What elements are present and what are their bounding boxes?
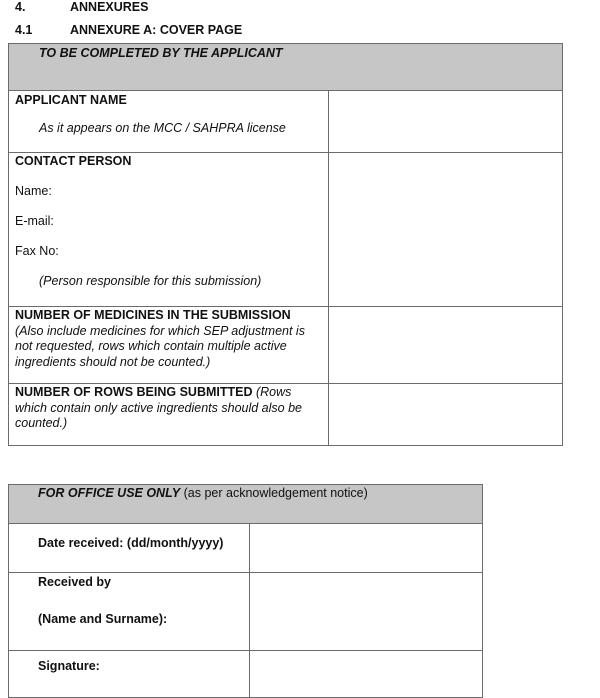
applicant-header-text: TO BE COMPLETED BY THE APPLICANT — [39, 46, 283, 60]
medicines-count-field[interactable] — [329, 307, 563, 384]
received-by-label: Received by — [38, 575, 111, 589]
signature-label-cell — [9, 651, 250, 698]
applicant-table — [8, 43, 563, 446]
rows-note-line: which contain only active ingredients should also be — [15, 400, 302, 415]
office-table-header — [9, 485, 483, 524]
applicant-table-header — [9, 44, 563, 91]
signature-label: Signature: — [38, 659, 100, 673]
office-use-table — [8, 484, 483, 698]
date-received-label: Date received: (dd/month/yyyy) — [38, 536, 224, 550]
rows-note-first: (Rows — [252, 385, 292, 399]
signature-field[interactable] — [250, 651, 483, 698]
section-title: ANNEXURES — [70, 0, 149, 14]
contact-person-note: (Person responsible for this submission) — [39, 274, 262, 288]
subsection-title: ANNEXURE A: COVER PAGE — [70, 23, 243, 37]
subsection-number: 4.1 — [15, 23, 33, 37]
rows-label: NUMBER OF ROWS BEING SUBMITTED — [15, 385, 253, 399]
applicant-name-field[interactable] — [329, 91, 563, 153]
contact-fax-label: Fax No: — [15, 244, 59, 258]
rows-count-field[interactable] — [329, 384, 563, 446]
rows-label-cell — [9, 384, 329, 446]
applicant-name-label: APPLICANT NAME — [15, 93, 127, 107]
rows-note-line: counted.) — [15, 416, 68, 430]
contact-person-label: CONTACT PERSON — [15, 154, 132, 168]
medicines-note-line: not requested, rows which contain multiple active — [15, 339, 287, 353]
applicant-name-note: As it appears on the MCC / SAHPRA license — [39, 121, 286, 135]
office-header-rest: (as per acknowledgement notice) — [180, 486, 368, 500]
date-received-label-cell — [9, 524, 250, 573]
medicines-label: NUMBER OF MEDICINES IN THE SUBMISSION — [15, 308, 291, 322]
medicines-label-cell — [9, 307, 329, 384]
received-by-label-cell — [9, 573, 250, 651]
contact-person-label-cell — [9, 153, 329, 307]
received-by-field[interactable] — [250, 573, 483, 651]
date-received-field[interactable] — [250, 524, 483, 573]
applicant-name-label-cell — [9, 91, 329, 153]
medicines-note-line: ingredients should not be counted.) — [15, 354, 211, 369]
medicines-note-line: (Also include medicines for which SEP adjustment is — [15, 323, 305, 338]
office-header-bold: FOR OFFICE USE ONLY — [38, 486, 181, 500]
section-number: 4. — [15, 0, 26, 14]
contact-name-label: Name: — [15, 184, 52, 198]
contact-person-field[interactable] — [329, 153, 563, 307]
name-surname-label: (Name and Surname): — [38, 612, 168, 626]
contact-email-label: E-mail: — [15, 214, 54, 228]
